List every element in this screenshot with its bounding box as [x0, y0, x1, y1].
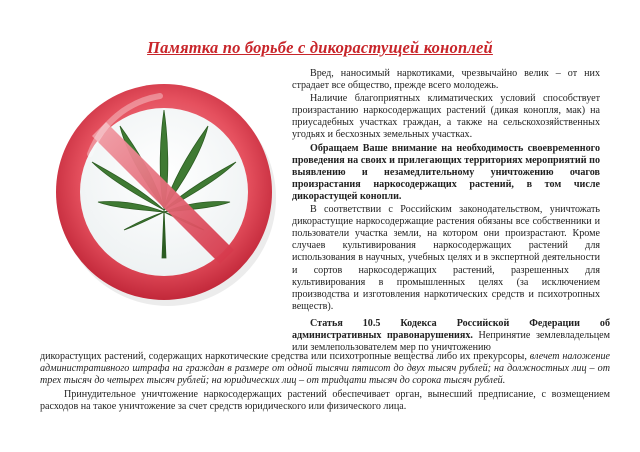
- right-column: [292, 68, 600, 314]
- paragraph-enforcement: Принудительное уничтожение наркосодержащих растений обеспечивает орган, вынесший предписание, с возмещением расходов на такое уничтожение за счет средств юридического или физического лица.: [40, 389, 610, 413]
- page-title: Памятка по борьбе с дикорастущей коноплей: [147, 38, 493, 57]
- article-penalty: влечет наложение административного штрафа на граждан в размере от одной тысячи пятисот до двух тысяч рублей; на должностных лиц – от трех тысяч до четырех тысяч рублей; на юридических лиц – от тридцати тысяч до сорока тысяч рублей.: [40, 351, 610, 387]
- paragraph-law: В соответствии с Российским законодательством, уничтожать дикорастущие наркосодержащие растения обязаны все собственники и пользователи участка земли, на котором они произрастают. Кроме случаев культивирования наркосодержащих растений для использования в научных, учебных целях и в экспертной деятельности и сортов наркосодержащих растений, разрешенных для культивирования в промышленных целях (за исключением производства и изготовления наркотических средств и психотропных веществ).: [292, 204, 600, 312]
- paragraph-intro: Вред, наносимый наркотиками, чрезвычайно велик – от них страдает все общество, прежде всего молодежь.: [292, 68, 600, 92]
- paragraph-conditions: Наличие благоприятных климатических условий способствует произрастанию наркосодержащих растений (дикая конопля, мак) на приусадебных участках граждан, а также на сельскохозяйственных угодьях и бесхозных земельных участках.: [292, 93, 600, 141]
- paragraph-attention: Обращаем Ваше внимание на необходимость своевременного проведения на своих и прилегающих территориях мероприятий по выявлению и незамедлительному уничтожению очагов произрастания наркосодержащих растений, в том числе дикорастущей конопли.: [292, 142, 600, 202]
- full-width-text: [40, 351, 610, 415]
- article-heading-block: [292, 318, 610, 354]
- prohibited-cannabis-icon: [50, 74, 282, 310]
- article-text-start: Непринятие землевладельцем или землепользователем мер по уничтожению: [292, 330, 610, 354]
- article-heading: Статья 10.5 Кодекса Российской Федерации об административных правонарушениях.: [292, 318, 610, 342]
- article-text-continued: дикорастущих растений, содержащих наркотические средства или психотропные вещества либо их прекурсоры,: [40, 351, 527, 362]
